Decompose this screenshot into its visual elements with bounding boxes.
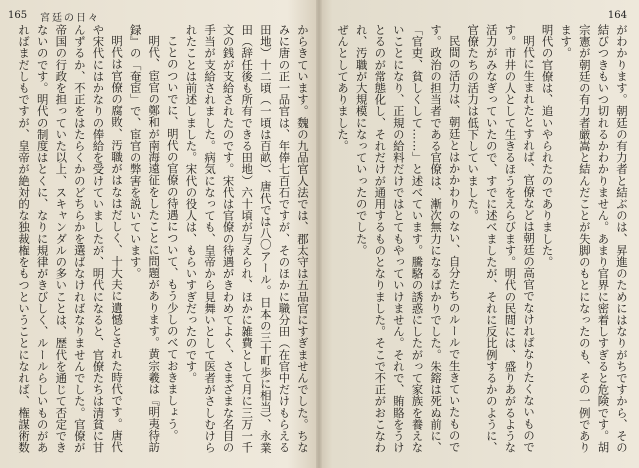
paragraph: ことのついでに、明代の官僚の待遇について、もう少しのべておきましょう。 <box>165 35 180 442</box>
page-number-right: 164 <box>607 10 627 21</box>
paragraph: 明代、宦官の鄭和が南海遠征をしたことに問題があります。黄宗羲は『明夷待訪録』の「奄宦」で、宦官の弊害を説いています。 <box>128 24 162 453</box>
paragraph: ぜんとしてありました。 <box>336 24 351 152</box>
paragraph: 明代は官僚の腐敗、汚職がはなはだしく、十大夫に遺憾とされた時代です。唐代や宋代にはかなりの俸給を受けていましたが、明代になると、官僚たちは清貧に甘んずるか、不正をはたらくかのどちらかを選ばなければなりませんでした。官僚が帝国の行政を担っていた以上、スキャンダルの多いことは、歴代を通じて否定できないのです。明代の制度はとくに、なりに規律がきびしく、ルールらしいものがあればまだしもですが、皇帝が絶対的な独裁権をもつということになれば、権謀術数 <box>17 24 125 454</box>
paragraph: がわかります。朝廷の有力者と結ぶのは、昇進のためにはなりがちですから、その結びつきもいつ切れるかわかりません。あまり官界に密着しすぎると危険です。胡宗憲が朝廷の有力者厳嵩と結んだことが失脚のもとになったのも、その一例であります。 <box>559 24 629 454</box>
left-page-body <box>12 24 312 460</box>
left-page <box>0 0 318 468</box>
paragraph: 明代に生まれたとすれば、官僚などは朝廷の高官でなければなりたくないものです。市井の人として生きるほうをえらびます。明代の民間には、盛りあがるような活力がみなぎっていたので、すでに述べましたが、それに反比例するかのように、官僚たちの活力は低下していました。 <box>466 24 537 454</box>
right-page-body <box>331 24 631 460</box>
right-page <box>320 0 639 468</box>
paragraph: 明代の官僚は、追いやられたのでありました。 <box>540 24 555 268</box>
running-head: 宮廷の日々 <box>40 13 100 24</box>
paragraph: 民間の活力は、朝廷とはかかわりのない、自分たちのルールで生きていたものです。政治の担当者である官僚は、漸次無力になるばかりでした。朱鎔は死ぬ前に、「官吏、貧しくして……」と述べています。騰駱の誘惑にしたがって家族を養えないことになり、正規の給料だけではとてもやっていけません。それで、賄賂をうけとるのが常態化し、それだけが通用するものとなりました。そこで不正がおこなわれ、汚職が大規模になっていったのでした。 <box>354 24 462 454</box>
page-number-left: 165 <box>8 10 28 21</box>
paragraph: からきています。魏の九品官人法では、郡太守は五品官にすぎませんでした。ちなみに唐の正一品官は、年俸七百石ですが、そのほかに職分田（在官中だけもらえる田地）十二頃（一頃は百畝）、唐代では八〇アール。日本の三十町歩に相当）、永業田（辞任後も所有できる田地）六十頃が与えられ、ほかに雑費として月に三万一千文の銭が支給されたのです。宋代は官僚の待遇がきわめてよく、さまざまな名目の手当が支給されました。病気になっても、皇帝から見舞いとして医者がさしむけられたことは前述しました。宋代の役人は、もらいすぎだったのです。 <box>184 24 310 454</box>
paragraph <box>331 24 334 460</box>
